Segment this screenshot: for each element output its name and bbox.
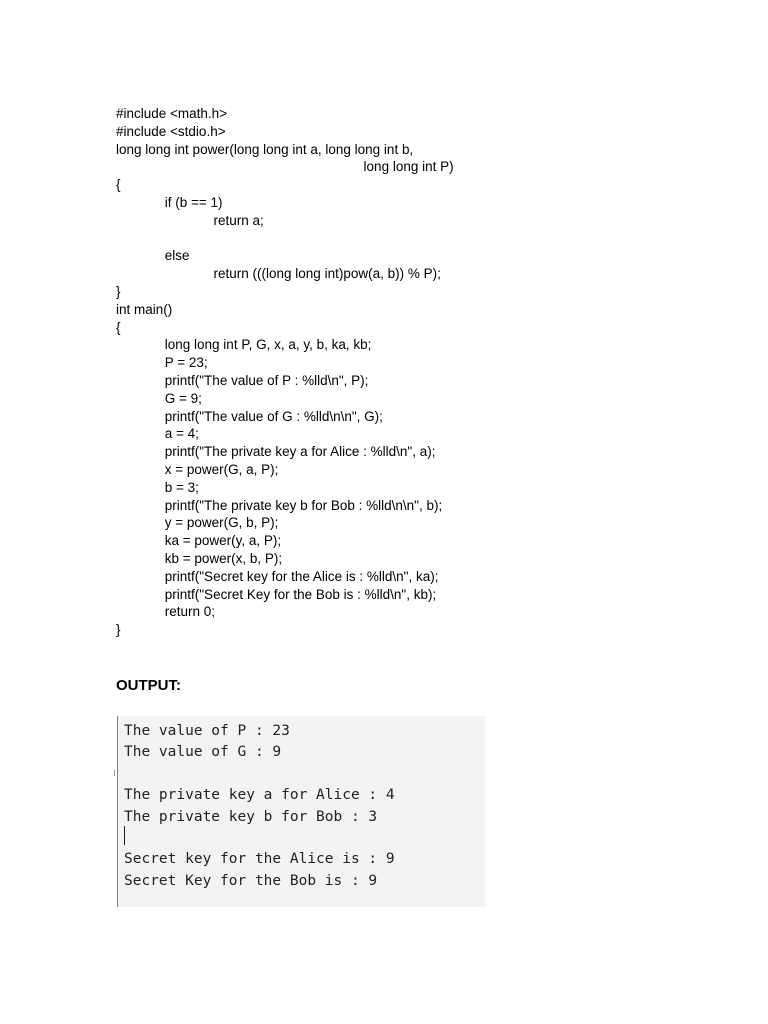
code-line: long long int P) [116, 159, 454, 175]
code-line: if (b == 1) [116, 194, 223, 210]
text-cursor [124, 826, 125, 845]
code-line: printf("The value of P : %lld\n", P); [116, 372, 369, 388]
output-line: The private key a for Alice : 4 [124, 787, 395, 804]
code-line: b = 3; [116, 479, 199, 495]
output-line [124, 764, 395, 785]
margin-marker [114, 770, 115, 776]
code-line: } [116, 622, 121, 638]
code-line: printf("The private key b for Bob : %lld\n\n", b); [116, 497, 443, 513]
output-line: The value of P : 23 [124, 723, 290, 739]
code-line: y = power(G, b, P); [116, 515, 279, 531]
code-line: int main() [116, 301, 173, 317]
code-line: long long int power(long long int a, long long int b, [116, 141, 414, 157]
code-line: ka = power(y, a, P); [116, 533, 282, 549]
code-line: G = 9; [116, 390, 202, 406]
code-line: printf("The private key a for Alice : %lld\n", a); [116, 444, 436, 460]
output-line: The value of G : 9 [124, 744, 282, 761]
code-line: return a; [116, 212, 264, 228]
source-code-listing [116, 105, 676, 639]
program-output-screenshot [117, 716, 485, 907]
code-line: P = 23; [116, 355, 208, 371]
code-line: else [116, 248, 190, 264]
code-line: return 0; [116, 604, 216, 620]
code-line: long long int P, G, x, a, y, b, ka, kb; [116, 337, 372, 353]
code-line: return (((long long int)pow(a, b)) % P); [116, 266, 441, 282]
program-output-text [124, 721, 395, 892]
output-heading: OUTPUT: [116, 677, 181, 694]
code-line: printf("The value of G : %lld\n\n", G); [116, 408, 383, 424]
output-line: The private key b for Bob : 3 [124, 808, 378, 825]
code-line: #include <stdio.h> [116, 123, 226, 139]
code-line: #include <math.h> [116, 106, 228, 121]
code-line: kb = power(x, b, P); [116, 550, 283, 566]
code-line: a = 4; [116, 426, 199, 442]
code-line: { [116, 177, 121, 193]
output-line: Secret Key for the Bob is : 9 [124, 872, 378, 889]
code-line: { [116, 319, 121, 335]
output-line: Secret key for the Alice is : 9 [124, 851, 395, 868]
code-line: printf("Secret Key for the Bob is : %lld\n", kb); [116, 586, 437, 602]
output-line [124, 828, 395, 849]
code-line: printf("Secret key for the Alice is : %lld\n", ka); [116, 568, 439, 584]
code-line [116, 230, 676, 248]
code-line: x = power(G, a, P); [116, 461, 279, 477]
code-line: } [116, 283, 121, 299]
